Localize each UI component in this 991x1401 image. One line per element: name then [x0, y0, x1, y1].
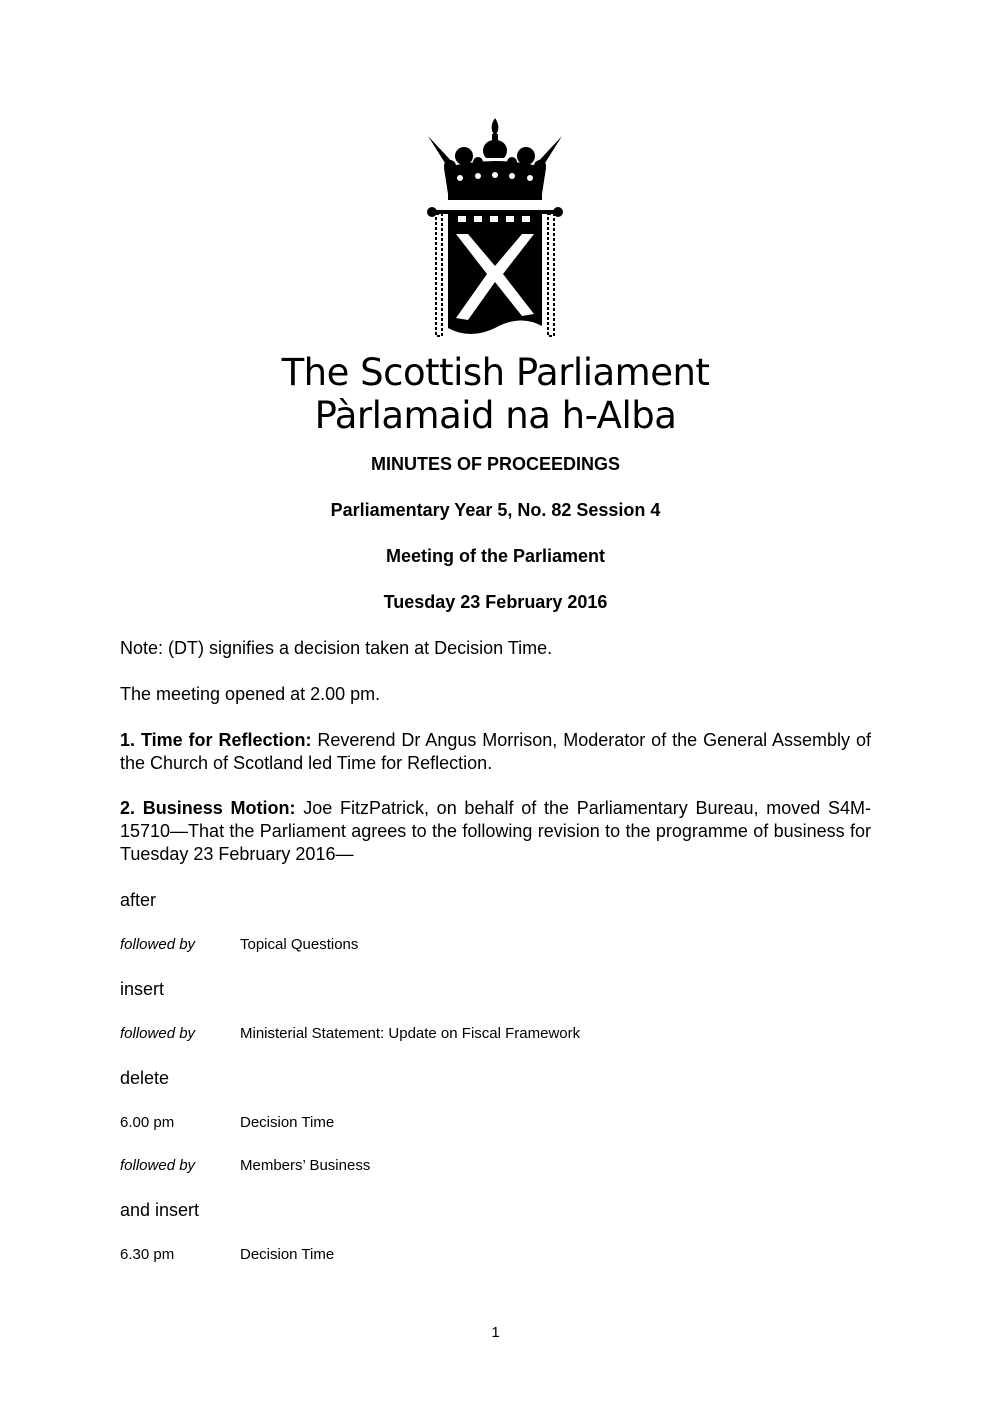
row-when: 6.30 pm [120, 1246, 175, 1263]
parliament-name-gaelic: Pàrlamaid na h-Alba [314, 394, 677, 437]
row-what: Decision Time [240, 1114, 335, 1131]
and-insert-label: and insert [120, 1200, 200, 1220]
year-session: Parliamentary Year 5, No. 82 Session 4 [330, 500, 661, 520]
insert-label: insert [120, 979, 165, 999]
page-number: 1 [491, 1324, 500, 1341]
after-label: after [120, 890, 157, 910]
item-business-motion [120, 797, 871, 866]
row-when: followed by [120, 936, 196, 953]
item-2-title: 2. Business Motion: [120, 798, 296, 818]
row-what: Topical Questions [240, 936, 359, 953]
meeting-date: Tuesday 23 February 2016 [383, 592, 608, 612]
decision-time-note: Note: (DT) signifies a decision taken at Decision Time. [120, 638, 553, 658]
row-what: Decision Time [240, 1246, 335, 1263]
row-what: Ministerial Statement: Update on Fiscal Framework [240, 1025, 581, 1042]
row-when: followed by [120, 1025, 196, 1042]
saltire-banner-icon [448, 212, 542, 334]
meeting-opened: The meeting opened at 2.00 pm. [120, 684, 381, 704]
crown-icon [428, 118, 562, 200]
row-when: followed by [120, 1157, 196, 1174]
document-heading: MINUTES OF PROCEEDINGS [370, 454, 621, 474]
row-what: Members’ Business [240, 1157, 371, 1174]
row-when: 6.00 pm [120, 1114, 175, 1131]
item-2-text: Joe FitzPatrick, on behalf of the Parliamentary Bureau, moved S4M-15710—That the Parliament agrees to the following revision to the programme of business for Tuesday 23 February 2016— [120, 798, 871, 864]
item-1-text: Reverend Dr Angus Morrison, Moderator of the General Assembly of the Church of Scotland led Time for Reflection. [120, 730, 871, 773]
item-time-for-reflection [120, 729, 871, 775]
parliament-emblem [420, 116, 570, 341]
meeting-title: Meeting of the Parliament [385, 546, 606, 566]
delete-label: delete [120, 1068, 170, 1088]
parliament-name-english: The Scottish Parliament [281, 351, 710, 394]
item-1-title: 1. Time for Reflection: [120, 730, 312, 750]
